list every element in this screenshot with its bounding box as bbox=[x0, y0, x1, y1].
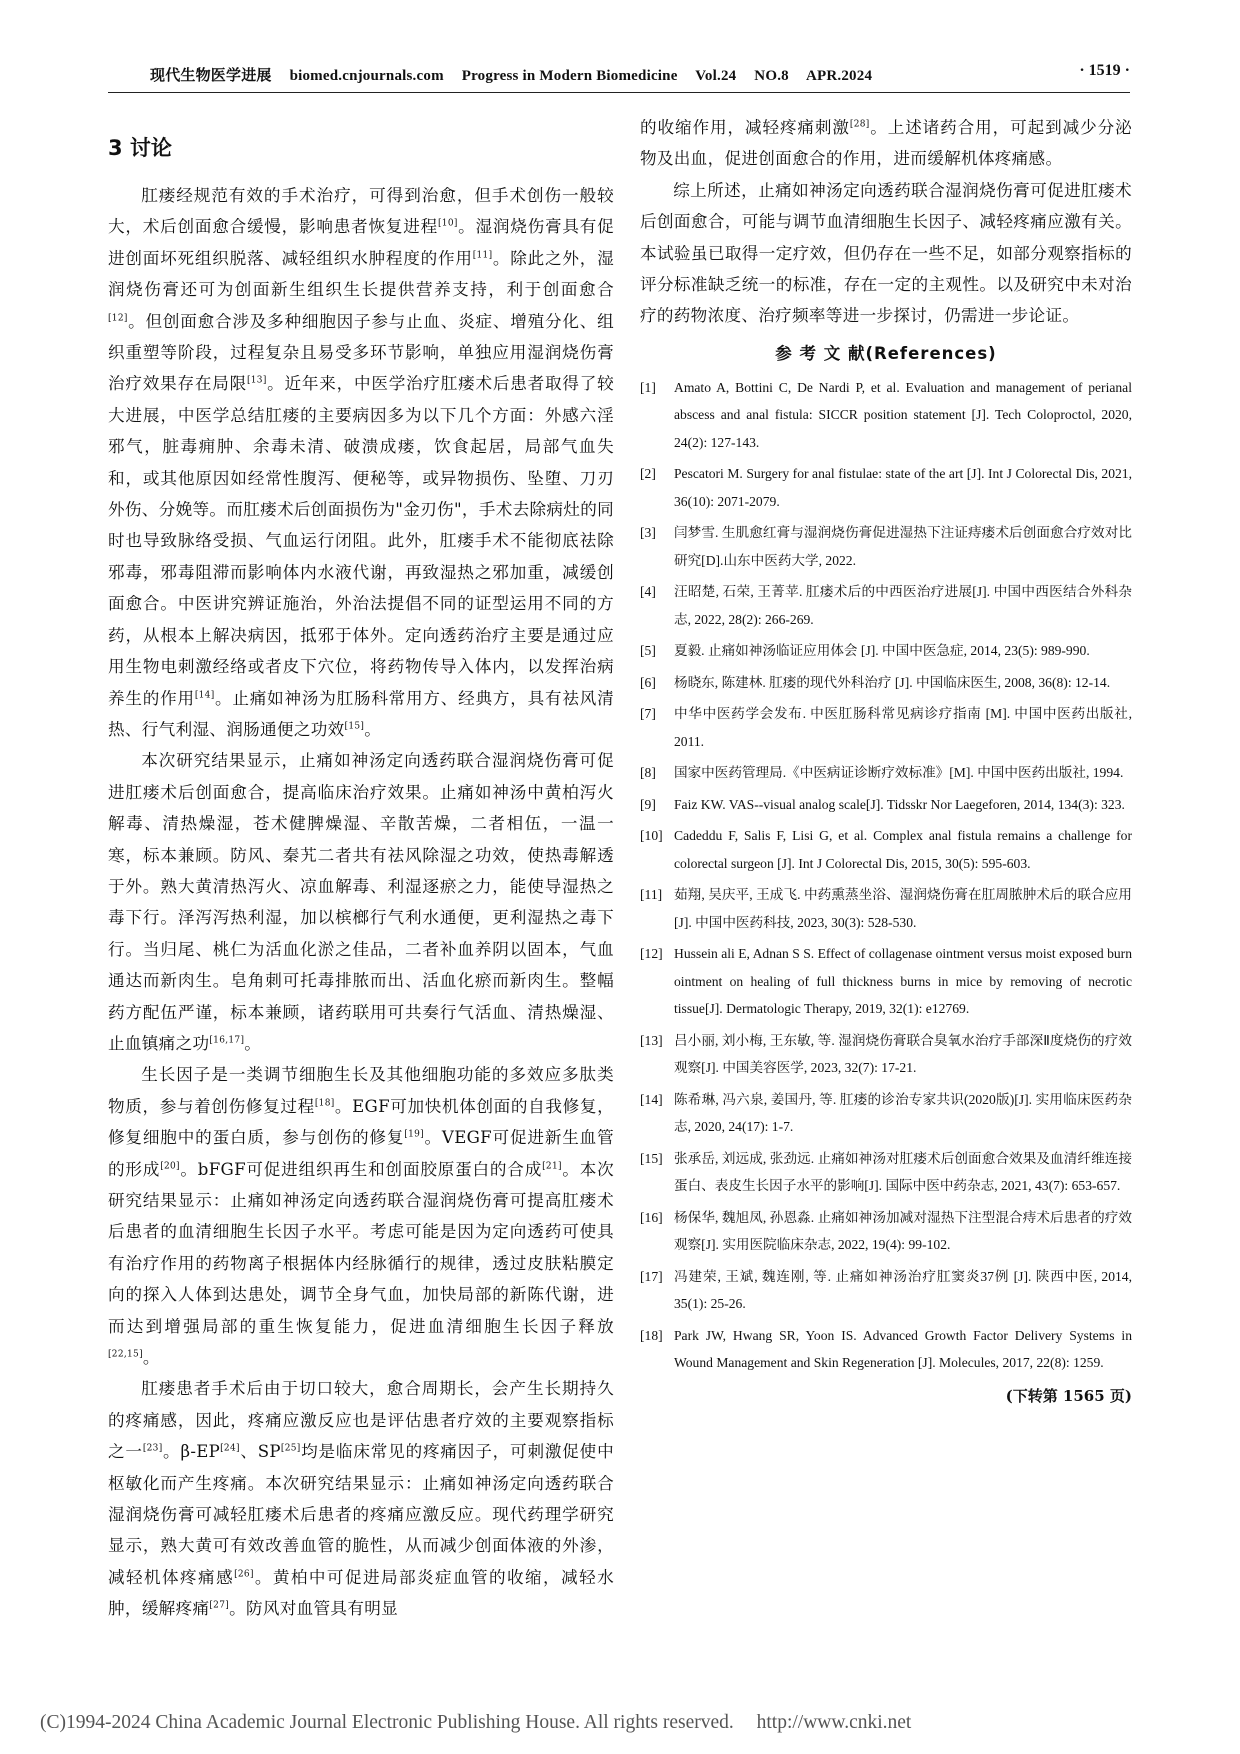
reference-item bbox=[640, 1027, 1132, 1082]
citation-marker: [14] bbox=[194, 689, 215, 700]
journal-name-en: Progress in Modern Biomedicine bbox=[461, 68, 678, 84]
reference-number: [9] bbox=[640, 796, 656, 812]
reference-item bbox=[640, 637, 1132, 665]
journal-website[interactable]: biomed.cnjournals.com bbox=[289, 68, 444, 84]
reference-item bbox=[640, 374, 1132, 457]
reference-item bbox=[640, 519, 1132, 574]
body-paragraph: 生长因子是一类调节细胞生长及其他细胞功能的多效应多肽类物质，参与着创伤修复过程[18]。EGF可加快机体创面的自我修复，修复细胞中的蛋白质，参与创伤的修复[19]。VEGF可促进新生血管的形成[20]。bFGF可促进组织再生和创面胶原蛋白的合成[21]。本次研究结果显示：止痛如神汤定向透药联合湿润烧伤膏可提高肛瘘术后患者的血清细胞生长因子水平。考虑可能是因为定向透药可使具有治疗作用的药物离子根据体内经脉循行的规律，透过皮肤粘膜定向的探入人体到达患处，调节全身气血，加快局部的新陈代谢，进而达到增强局部的重生恢复能力，促进血清细胞生长因子释放[22,15]。 bbox=[108, 1065, 614, 1368]
citation-marker: [22,15] bbox=[108, 1349, 143, 1360]
citation-marker: [19] bbox=[404, 1129, 424, 1140]
citation-marker: [24] bbox=[220, 1443, 240, 1454]
reference-number: [7] bbox=[640, 706, 656, 722]
reference-number: [13] bbox=[640, 1032, 663, 1048]
body-paragraph: 肛瘘经规范有效的手术治疗，可得到治愈，但手术创伤一般较大，术后创面愈合缓慢，影响患者恢复进程[10]。湿润烧伤膏具有促进创面坏死组织脱落、减轻组织水肿程度的作用[11]。除此之外，湿润烧伤膏还可为创面新生组织生长提供营养支持，利于创面愈合[12]。但创面愈合涉及多种细胞因子参与止血、炎症、增殖分化、组织重塑等阶段，过程复杂且易受多环节影响，单独应用湿润烧伤膏治疗效果存在局限[13]。近年来，中医学治疗肛瘘术后患者取得了较大进展，中医学总结肛瘘的主要病因多为以下几个方面：外感六淫邪气，脏毒痈肿、余毒未清、破溃成瘘，饮食起居，局部气血失和，或其他原因如经常性腹泻、便秘等，或异物损伤、坠堕、刀刃外伤、分娩等。而肛瘘术后创面损伤为"金刃伤"，手术去除病灶的同时也导致脉络受损、气血运行闭阻。此外，肛瘘手术不能彻底祛除邪毒，邪毒阻滞而影响体内水液代谢，再致湿热之邪加重，减缓创面愈合。中医讲究辨证施治，外治法提倡不同的证型运用不同的方药，从根本上解决病因，抵邪于体外。定向透药治疗主要是通过应用生物电刺激经络或者皮下穴位，将药物传导入体内，以发挥治病养生的作用[14]。止痛如神汤为肛肠科常用方、经典方，具有祛风清热、行气利湿、润肠通便之功效[15]。 bbox=[108, 186, 615, 739]
reference-number: [2] bbox=[640, 466, 656, 482]
citation-marker: [11] bbox=[472, 250, 493, 261]
reference-list bbox=[640, 374, 1132, 1377]
citation-marker: [12] bbox=[108, 313, 128, 324]
reference-text: Cadeddu F, Salis F, Lisi G, et al. Complex anal fistula remains a challenge for colorectal surgeon [J]. Int J Colorectal Dis, 2015, 30(5): 595-603. bbox=[674, 828, 1132, 871]
running-header bbox=[150, 60, 1130, 90]
reference-number: [1] bbox=[640, 379, 656, 395]
reference-item bbox=[640, 1263, 1132, 1318]
journal-issue: NO.8 bbox=[754, 68, 789, 84]
journal-date: APR.2024 bbox=[805, 68, 873, 84]
right-column bbox=[640, 112, 1132, 1406]
citation-marker: [15] bbox=[344, 721, 365, 732]
reference-text: 张承岳, 刘远成, 张劲远. 止痛如神汤对肛瘘术后创面愈合效果及血清纤维连接蛋白、表皮生长因子水平的影响[J]. 国际中医中药杂志, 2021, 43(7): 653-657. bbox=[674, 1150, 1132, 1194]
reference-number: [3] bbox=[640, 525, 656, 541]
page-number: · 1519 · bbox=[1079, 62, 1130, 79]
citation-marker: [21] bbox=[542, 1161, 562, 1172]
reference-text: 陈希琳, 冯六泉, 姜国丹, 等. 肛瘘的诊治专家共识(2020版)[J]. 实用临床医药杂志, 2020, 24(17): 1-7. bbox=[674, 1091, 1132, 1135]
reference-number: [16] bbox=[640, 1209, 663, 1225]
reference-item bbox=[640, 940, 1132, 1023]
reference-number: [10] bbox=[640, 828, 663, 844]
reference-text: Hussein ali E, Adnan S S. Effect of collagenase ointment versus moist exposed burn ointment on healing of full thickness burns in mice by removing of necrotic tissue[J]. Dermatologic Therapy, 2019, 32(1): e12769. bbox=[674, 946, 1132, 1017]
reference-text: 夏毅. 止痛如神汤临证应用体会 [J]. 中国中医急症, 2014, 23(5): 989-990. bbox=[674, 643, 1090, 659]
reference-item bbox=[640, 700, 1132, 755]
body-paragraph: 本次研究结果显示，止痛如神汤定向透药联合湿润烧伤膏可促进肛瘘术后创面愈合，提高临床治疗效果。止痛如神汤中黄柏泻火解毒、清热燥湿，苍术健脾燥湿、辛散苦燥，二者相伍，一温一寒，标本兼顾。防风、秦艽二者共有祛风除湿之功效，使热毒解透于外。熟大黄清热泻火、凉血解毒、利湿逐瘀之力，能使导湿热之毒下行。泽泻泻热利湿，加以槟榔行气利水通便，更利湿热之毒下行。当归尾、桃仁为活血化淤之佳品，二者补血养阴以固本，气血通达而新肉生。皂角刺可托毒排脓而出、活血化瘀而新肉生。整幅药方配伍严谨，标本兼顾，诸药联用可共奏行气活血、清热燥湿、止血镇痛之功[16,17]。 bbox=[108, 751, 614, 1053]
reference-item bbox=[640, 822, 1132, 877]
reference-item bbox=[640, 1145, 1132, 1200]
reference-number: [17] bbox=[640, 1268, 663, 1284]
reference-item bbox=[640, 759, 1132, 787]
reference-number: [12] bbox=[640, 946, 663, 962]
references-title: 参 考 文 献(References) bbox=[775, 343, 997, 363]
citation-marker: [16,17] bbox=[209, 1035, 245, 1046]
reference-number: [15] bbox=[640, 1150, 663, 1166]
copyright-footer bbox=[40, 1712, 1220, 1734]
journal-volume: Vol.24 bbox=[695, 68, 737, 84]
citation-marker: [13] bbox=[246, 375, 267, 386]
reference-text: 杨保华, 魏旭凤, 孙恩淼. 止痛如神汤加减对湿热下注型混合痔术后患者的疗效观察[J]. 实用医院临床杂志, 2022, 19(4): 99-102. bbox=[674, 1209, 1132, 1253]
reference-item bbox=[640, 669, 1132, 697]
reference-item bbox=[640, 1086, 1132, 1141]
citation-marker: [27] bbox=[209, 1600, 230, 1611]
reference-number: [11] bbox=[640, 887, 663, 903]
reference-text: 吕小丽, 刘小梅, 王东敏, 等. 湿润烧伤膏联合臭氧水治疗手部深Ⅱ度烧伤的疗效观察[J]. 中国美容医学, 2023, 32(7): 17-21. bbox=[674, 1032, 1132, 1076]
reference-text: 国家中医药管理局.《中医病证诊断疗效标准》[M]. 中国中医药出版社, 1994. bbox=[674, 765, 1124, 781]
copyright-text: (C)1994-2024 China Academic Journal Electronic Publishing House. All rights reserved. bbox=[40, 1712, 734, 1733]
reference-item bbox=[640, 881, 1132, 936]
left-column bbox=[108, 112, 614, 1625]
section-title: 3 讨论 bbox=[108, 136, 172, 160]
citation-marker: [26] bbox=[234, 1569, 254, 1580]
reference-text: 闫梦雪. 生肌愈红膏与湿润烧伤膏促进湿热下注证痔瘘术后创面愈合疗效对比研究[D].山东中医药大学, 2022. bbox=[674, 525, 1132, 568]
citation-marker: [10] bbox=[438, 218, 458, 229]
cnki-link[interactable]: http://www.cnki.net bbox=[756, 1712, 912, 1733]
reference-text: 汪昭楚, 石荣, 王菁苹. 肛瘘术后的中西医治疗进展[J]. 中国中西医结合外科杂志, 2022, 28(2): 266-269. bbox=[674, 584, 1132, 627]
citation-marker: [20] bbox=[160, 1161, 180, 1172]
reference-item bbox=[640, 578, 1132, 633]
reference-item bbox=[640, 460, 1132, 515]
reference-text: 中华中医药学会发布. 中医肛肠科常见病诊疗指南 [M]. 中国中医药出版社, 2011. bbox=[674, 706, 1132, 749]
reference-text: Pescatori M. Surgery for anal fistulae: state of the art [J]. Int J Colorectal Dis, 2021, 36(10): 2071-2079. bbox=[674, 466, 1132, 509]
citation-marker: [18] bbox=[314, 1098, 335, 1109]
header-journal-info bbox=[150, 64, 886, 85]
reference-text: Park JW, Hwang SR, Yoon IS. Advanced Growth Factor Delivery Systems in Wound Management and Skin Regeneration [J]. Molecules, 2017, 22(8): 1259. bbox=[674, 1327, 1132, 1371]
reference-item bbox=[640, 1322, 1132, 1377]
reference-text: Amato A, Bottini C, De Nardi P, et al. Evaluation and management of perianal abscess and anal fistula: SICCR position statement [J]. Tech Coloproctol, 2020, 24(2): 127-143. bbox=[674, 379, 1132, 450]
continued-note: (下转第 1565 页) bbox=[1005, 1386, 1132, 1405]
reference-number: [4] bbox=[640, 584, 656, 600]
header-rule bbox=[108, 92, 1130, 93]
journal-name-cn: 现代生物医学进展 bbox=[150, 68, 272, 84]
citation-marker: [23] bbox=[142, 1443, 163, 1454]
reference-item bbox=[640, 791, 1132, 819]
reference-number: [8] bbox=[640, 765, 656, 781]
reference-number: [14] bbox=[640, 1091, 663, 1107]
conclusion-paragraph: 综上所述，止痛如神汤定向透药联合湿润烧伤膏可促进肛瘘术后创面愈合，可能与调节血清细胞生长因子、减轻疼痛应激有关。本试验虽已取得一定疗效，但仍存在一些不足，如部分观察指标的评分标准缺乏统一的标准，存在一定的主观性。以及研究中未对治疗的药物浓度、治疗频率等进一步探讨，仍需进一步论证。 bbox=[640, 180, 1132, 326]
reference-number: [5] bbox=[640, 643, 656, 659]
reference-text: 冯建荣, 王斌, 魏连刚, 等. 止痛如神汤治疗肛窦炎37例 [J]. 陕西中医, 2014, 35(1): 25-26. bbox=[674, 1268, 1132, 1312]
reference-text: Faiz KW. VAS--visual analog scale[J]. Tidsskr Nor Laegeforen, 2014, 134(3): 323. bbox=[674, 796, 1125, 812]
body-paragraph: 肛瘘患者手术后由于切口较大，愈合周期长，会产生长期持久的疼痛感，因此，疼痛应激反应也是评估患者疗效的主要观察指标之一[23]。β-EP[24]、SP[25]均是临床常见的疼痛因子，可刺激促使中枢敏化而产生疼痛。本次研究结果显示：止痛如神汤定向透药联合湿润烧伤膏可减轻肛瘘术后患者的疼痛应激反应。现代药理学研究显示，熟大黄可有效改善血管的脆性，从而减少创面体液的外渗，减轻机体疼痛感[26]。黄柏中可促进局部炎症血管的收缩，减轻水肿，缓解疼痛[27]。防风对血管具有明显 bbox=[108, 1379, 614, 1619]
reference-number: [6] bbox=[640, 674, 656, 690]
reference-text: 茹翔, 吴庆平, 王成飞. 中药熏蒸坐浴、湿润烧伤膏在肛周脓肿术后的联合应用[J]. 中国中医药科技, 2023, 30(3): 528-530. bbox=[674, 887, 1132, 930]
reference-number: [18] bbox=[640, 1327, 663, 1343]
citation-marker: [28] bbox=[849, 119, 870, 130]
citation-marker: [25] bbox=[280, 1443, 301, 1454]
body-paragraph-continued: 的收缩作用，减轻疼痛刺激[28]。上述诸药合用，可起到减少分泌物及出血，促进创面愈合的作用，进而缓解机体疼痛感。 bbox=[640, 118, 1132, 169]
reference-text: 杨晓东, 陈建林. 肛瘘的现代外科治疗 [J]. 中国临床医生, 2008, 36(8): 12-14. bbox=[674, 674, 1111, 690]
reference-item bbox=[640, 1204, 1132, 1259]
